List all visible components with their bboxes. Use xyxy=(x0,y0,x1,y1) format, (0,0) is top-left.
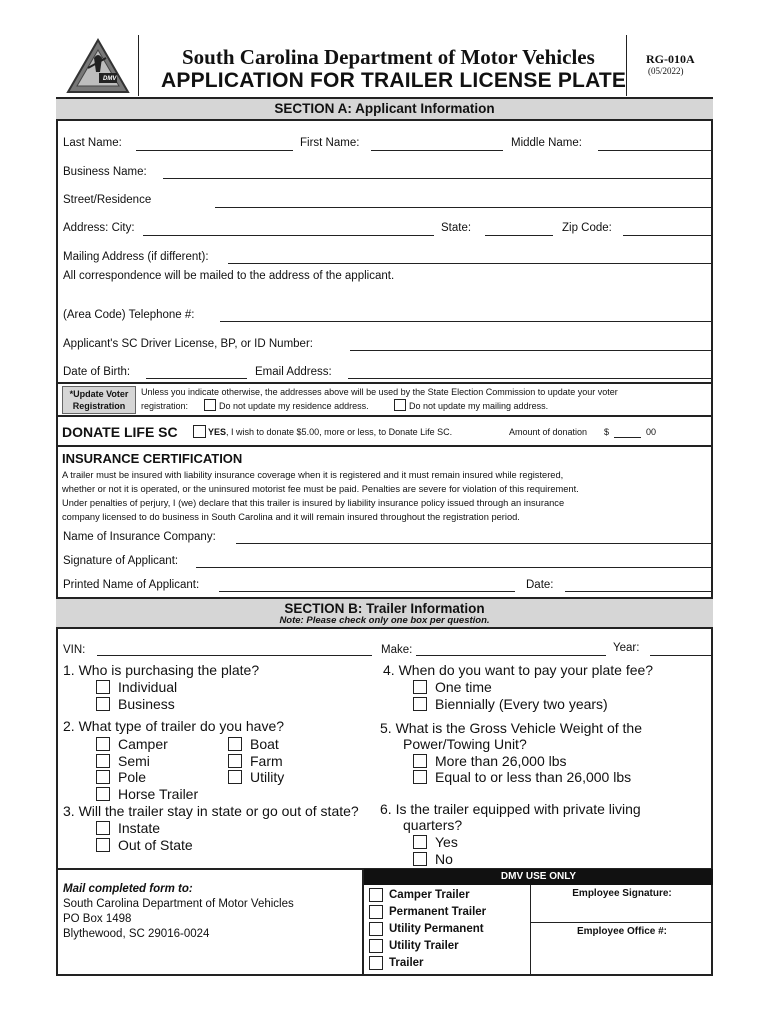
street-field[interactable] xyxy=(215,207,711,208)
checkbox[interactable] xyxy=(369,888,383,902)
question-4: 4. When do you want to pay your plate fee? xyxy=(383,662,654,678)
checkbox[interactable] xyxy=(96,821,110,835)
no-update-residence-checkbox[interactable] xyxy=(204,399,216,411)
q2-option-farm[interactable]: Farm xyxy=(228,753,283,769)
zip-label: Zip Code: xyxy=(562,222,612,234)
q5-option-equal-or-less[interactable]: Equal to or less than 26,000 lbs xyxy=(413,769,631,785)
telephone-field[interactable] xyxy=(220,321,711,322)
checkbox[interactable] xyxy=(413,697,427,711)
no-update-mailing-label: Do not update my mailing address. xyxy=(409,401,549,411)
state-field[interactable] xyxy=(485,235,553,236)
mail-line-3: Blythewood, SC 29016-0024 xyxy=(63,928,210,940)
employee-signature-box[interactable] xyxy=(530,885,713,923)
donate-life-title: DONATE LIFE SC xyxy=(62,424,178,440)
insurance-company-field[interactable] xyxy=(236,543,711,544)
voter-text: Unless you indicate otherwise, the addresses above will be used by the State Election Commission to update your voter xyxy=(141,387,618,397)
q2-option-horse-trailer[interactable]: Horse Trailer xyxy=(96,786,198,802)
email-label: Email Address: xyxy=(255,366,332,378)
checkbox[interactable] xyxy=(96,737,110,751)
q2-option-boat[interactable]: Boat xyxy=(228,736,279,752)
make-label: Make: xyxy=(381,644,413,656)
q2-option-utility[interactable]: Utility xyxy=(228,769,284,785)
city-label: Address: City: xyxy=(63,222,135,234)
correspondence-note: All correspondence will be mailed to the address of the applicant. xyxy=(63,270,395,282)
donation-dollar-sign: $ xyxy=(604,427,610,437)
checkbox[interactable] xyxy=(228,770,242,784)
dmv-option-trailer[interactable]: Trailer xyxy=(369,956,424,970)
printed-name-label: Printed Name of Applicant: xyxy=(63,579,200,591)
mail-line-2: PO Box 1498 xyxy=(63,913,132,925)
question-5-line2: Power/Towing Unit? xyxy=(403,736,527,752)
insurance-text: A trailer must be insured with liability insurance coverage when it is registered and it must remain insured while registered, whether or not it is operated, or the uninsured motorist fee must be paid. Penalties are severe for violation of this requirement. Under penalties of perjury, I (we) declare that this trailer is insured by liability insurance policy issued through an insurance company licensed to do business in South Carolina and it will remain insured throughout the registration period. xyxy=(62,470,579,522)
section-b-title: SECTION B: Trailer Information xyxy=(284,601,485,616)
checkbox[interactable] xyxy=(96,787,110,801)
q1-option-individual[interactable]: Individual xyxy=(96,679,177,695)
mail-line-1: South Carolina Department of Motor Vehicles xyxy=(63,898,294,910)
checkbox[interactable] xyxy=(96,754,110,768)
dob-field[interactable] xyxy=(146,378,247,379)
q1-option-business[interactable]: Business xyxy=(96,696,175,712)
form-title: APPLICATION FOR TRAILER LICENSE PLATE xyxy=(161,69,627,92)
q3-option-instate[interactable]: Instate xyxy=(96,820,160,836)
q5-option-more-than[interactable]: More than 26,000 lbs xyxy=(413,753,567,769)
question-3: 3. Will the trailer stay in state or go out of state? xyxy=(63,803,359,819)
no-update-residence-label: Do not update my residence address. xyxy=(219,401,369,411)
question-5-line1: 5. What is the Gross Vehicle Weight of the xyxy=(380,720,642,736)
license-field[interactable] xyxy=(350,350,711,351)
mail-to-title: Mail completed form to: xyxy=(63,883,193,895)
dmv-option-permanent-trailer[interactable]: Permanent Trailer xyxy=(369,905,486,919)
checkbox[interactable] xyxy=(369,905,383,919)
state-label: State: xyxy=(441,222,472,234)
checkbox[interactable] xyxy=(96,680,110,694)
signature-label: Signature of Applicant: xyxy=(63,555,179,567)
first-name-label: First Name: xyxy=(300,137,360,149)
form-code: RG-010A xyxy=(646,52,695,66)
vin-label: VIN: xyxy=(63,644,86,656)
checkbox[interactable] xyxy=(96,770,110,784)
no-update-mailing-checkbox[interactable] xyxy=(394,399,406,411)
email-field[interactable] xyxy=(348,378,711,379)
checkbox[interactable] xyxy=(369,939,383,953)
question-6-line1: 6. Is the trailer equipped with private living xyxy=(380,801,641,817)
voter-label-box xyxy=(62,386,136,414)
signature-field[interactable] xyxy=(196,567,711,568)
donation-cents: 00 xyxy=(646,427,657,437)
middle-name-field[interactable] xyxy=(598,150,711,151)
q2-option-pole[interactable]: Pole xyxy=(96,769,146,785)
zip-field[interactable] xyxy=(623,235,711,236)
dmv-logo-icon xyxy=(66,38,130,96)
question-6-line2: quarters? xyxy=(403,817,463,833)
checkbox[interactable] xyxy=(96,838,110,852)
printed-name-field[interactable] xyxy=(219,591,515,592)
date-field[interactable] xyxy=(565,591,711,592)
dmv-option-utility-permanent[interactable]: Utility Permanent xyxy=(369,922,484,936)
checkbox[interactable] xyxy=(228,754,242,768)
employee-office-label: Employee Office #: xyxy=(576,926,668,937)
telephone-label: (Area Code) Telephone #: xyxy=(63,309,195,321)
q3-option-out-of-state[interactable]: Out of State xyxy=(96,837,193,853)
form-date: (05/2022) xyxy=(648,66,684,76)
donation-amount-field[interactable] xyxy=(614,437,641,438)
checkbox[interactable] xyxy=(413,770,427,784)
q4-option-biennially[interactable]: Biennially (Every two years) xyxy=(413,696,608,712)
checkbox[interactable] xyxy=(413,835,427,849)
license-label: Applicant's SC Driver License, BP, or ID Number: xyxy=(63,338,313,350)
last-name-field[interactable] xyxy=(136,150,293,151)
agency-name: South Carolina Department of Motor Vehicles xyxy=(182,45,595,69)
checkbox[interactable] xyxy=(96,697,110,711)
donate-yes-label: YES, I wish to donate $5.00, more or less, to Donate Life SC. xyxy=(208,427,453,437)
q6-option-no[interactable]: No xyxy=(413,851,453,867)
city-field[interactable] xyxy=(143,235,434,236)
q2-option-camper[interactable]: Camper xyxy=(96,736,168,752)
middle-name-label: Middle Name: xyxy=(511,137,582,149)
employee-office-box[interactable] xyxy=(530,923,713,976)
checkbox[interactable] xyxy=(413,754,427,768)
business-name-field[interactable] xyxy=(163,178,711,179)
checkbox[interactable] xyxy=(369,922,383,936)
checkbox[interactable] xyxy=(369,956,383,970)
voter-text-prefix: registration: xyxy=(141,401,189,411)
dmv-use-only-header: DMV USE ONLY xyxy=(364,869,713,885)
mailing-address-label: Mailing Address (if different): xyxy=(63,251,209,263)
logo-text: DMV xyxy=(103,76,117,82)
vin-field[interactable] xyxy=(97,655,372,656)
checkbox[interactable] xyxy=(413,852,427,866)
q2-option-semi[interactable]: Semi xyxy=(96,753,150,769)
mailing-address-field[interactable] xyxy=(228,263,711,264)
checkbox[interactable] xyxy=(413,680,427,694)
date-label: Date: xyxy=(526,579,554,591)
q4-option-one-time[interactable]: One time xyxy=(413,679,492,695)
checkbox[interactable] xyxy=(228,737,242,751)
question-2: 2. What type of trailer do you have? xyxy=(63,718,285,734)
section-b-note: Note: Please check only one box per question. xyxy=(279,615,490,626)
first-name-field[interactable] xyxy=(371,150,503,151)
q6-option-yes[interactable]: Yes xyxy=(413,834,458,850)
donate-yes-checkbox[interactable] xyxy=(193,425,206,438)
section-a-header: SECTION A: Applicant Information xyxy=(56,97,713,121)
insurance-title: INSURANCE CERTIFICATION xyxy=(62,451,243,466)
section-b-header xyxy=(56,597,713,629)
employee-signature-label: Employee Signature: xyxy=(572,888,672,899)
dmv-option-utility-trailer[interactable]: Utility Trailer xyxy=(369,939,459,953)
make-field[interactable] xyxy=(416,655,606,656)
mail-to-block xyxy=(63,882,294,942)
last-name-label: Last Name: xyxy=(63,137,122,149)
dob-label: Date of Birth: xyxy=(63,366,131,378)
year-field[interactable] xyxy=(650,655,711,656)
dmv-logo xyxy=(66,38,130,96)
question-1: 1. Who is purchasing the plate? xyxy=(63,662,260,678)
donation-amount-label: Amount of donation xyxy=(509,427,588,437)
voter-label-line2: Registration xyxy=(72,401,126,411)
business-name-label: Business Name: xyxy=(63,166,147,178)
street-label: Street/Residence xyxy=(63,194,152,206)
voter-label-line1: *Update Voter xyxy=(69,389,129,399)
insurance-company-label: Name of Insurance Company: xyxy=(63,531,216,543)
year-label: Year: xyxy=(613,642,640,654)
dmv-option-camper-trailer[interactable]: Camper Trailer xyxy=(369,888,470,902)
